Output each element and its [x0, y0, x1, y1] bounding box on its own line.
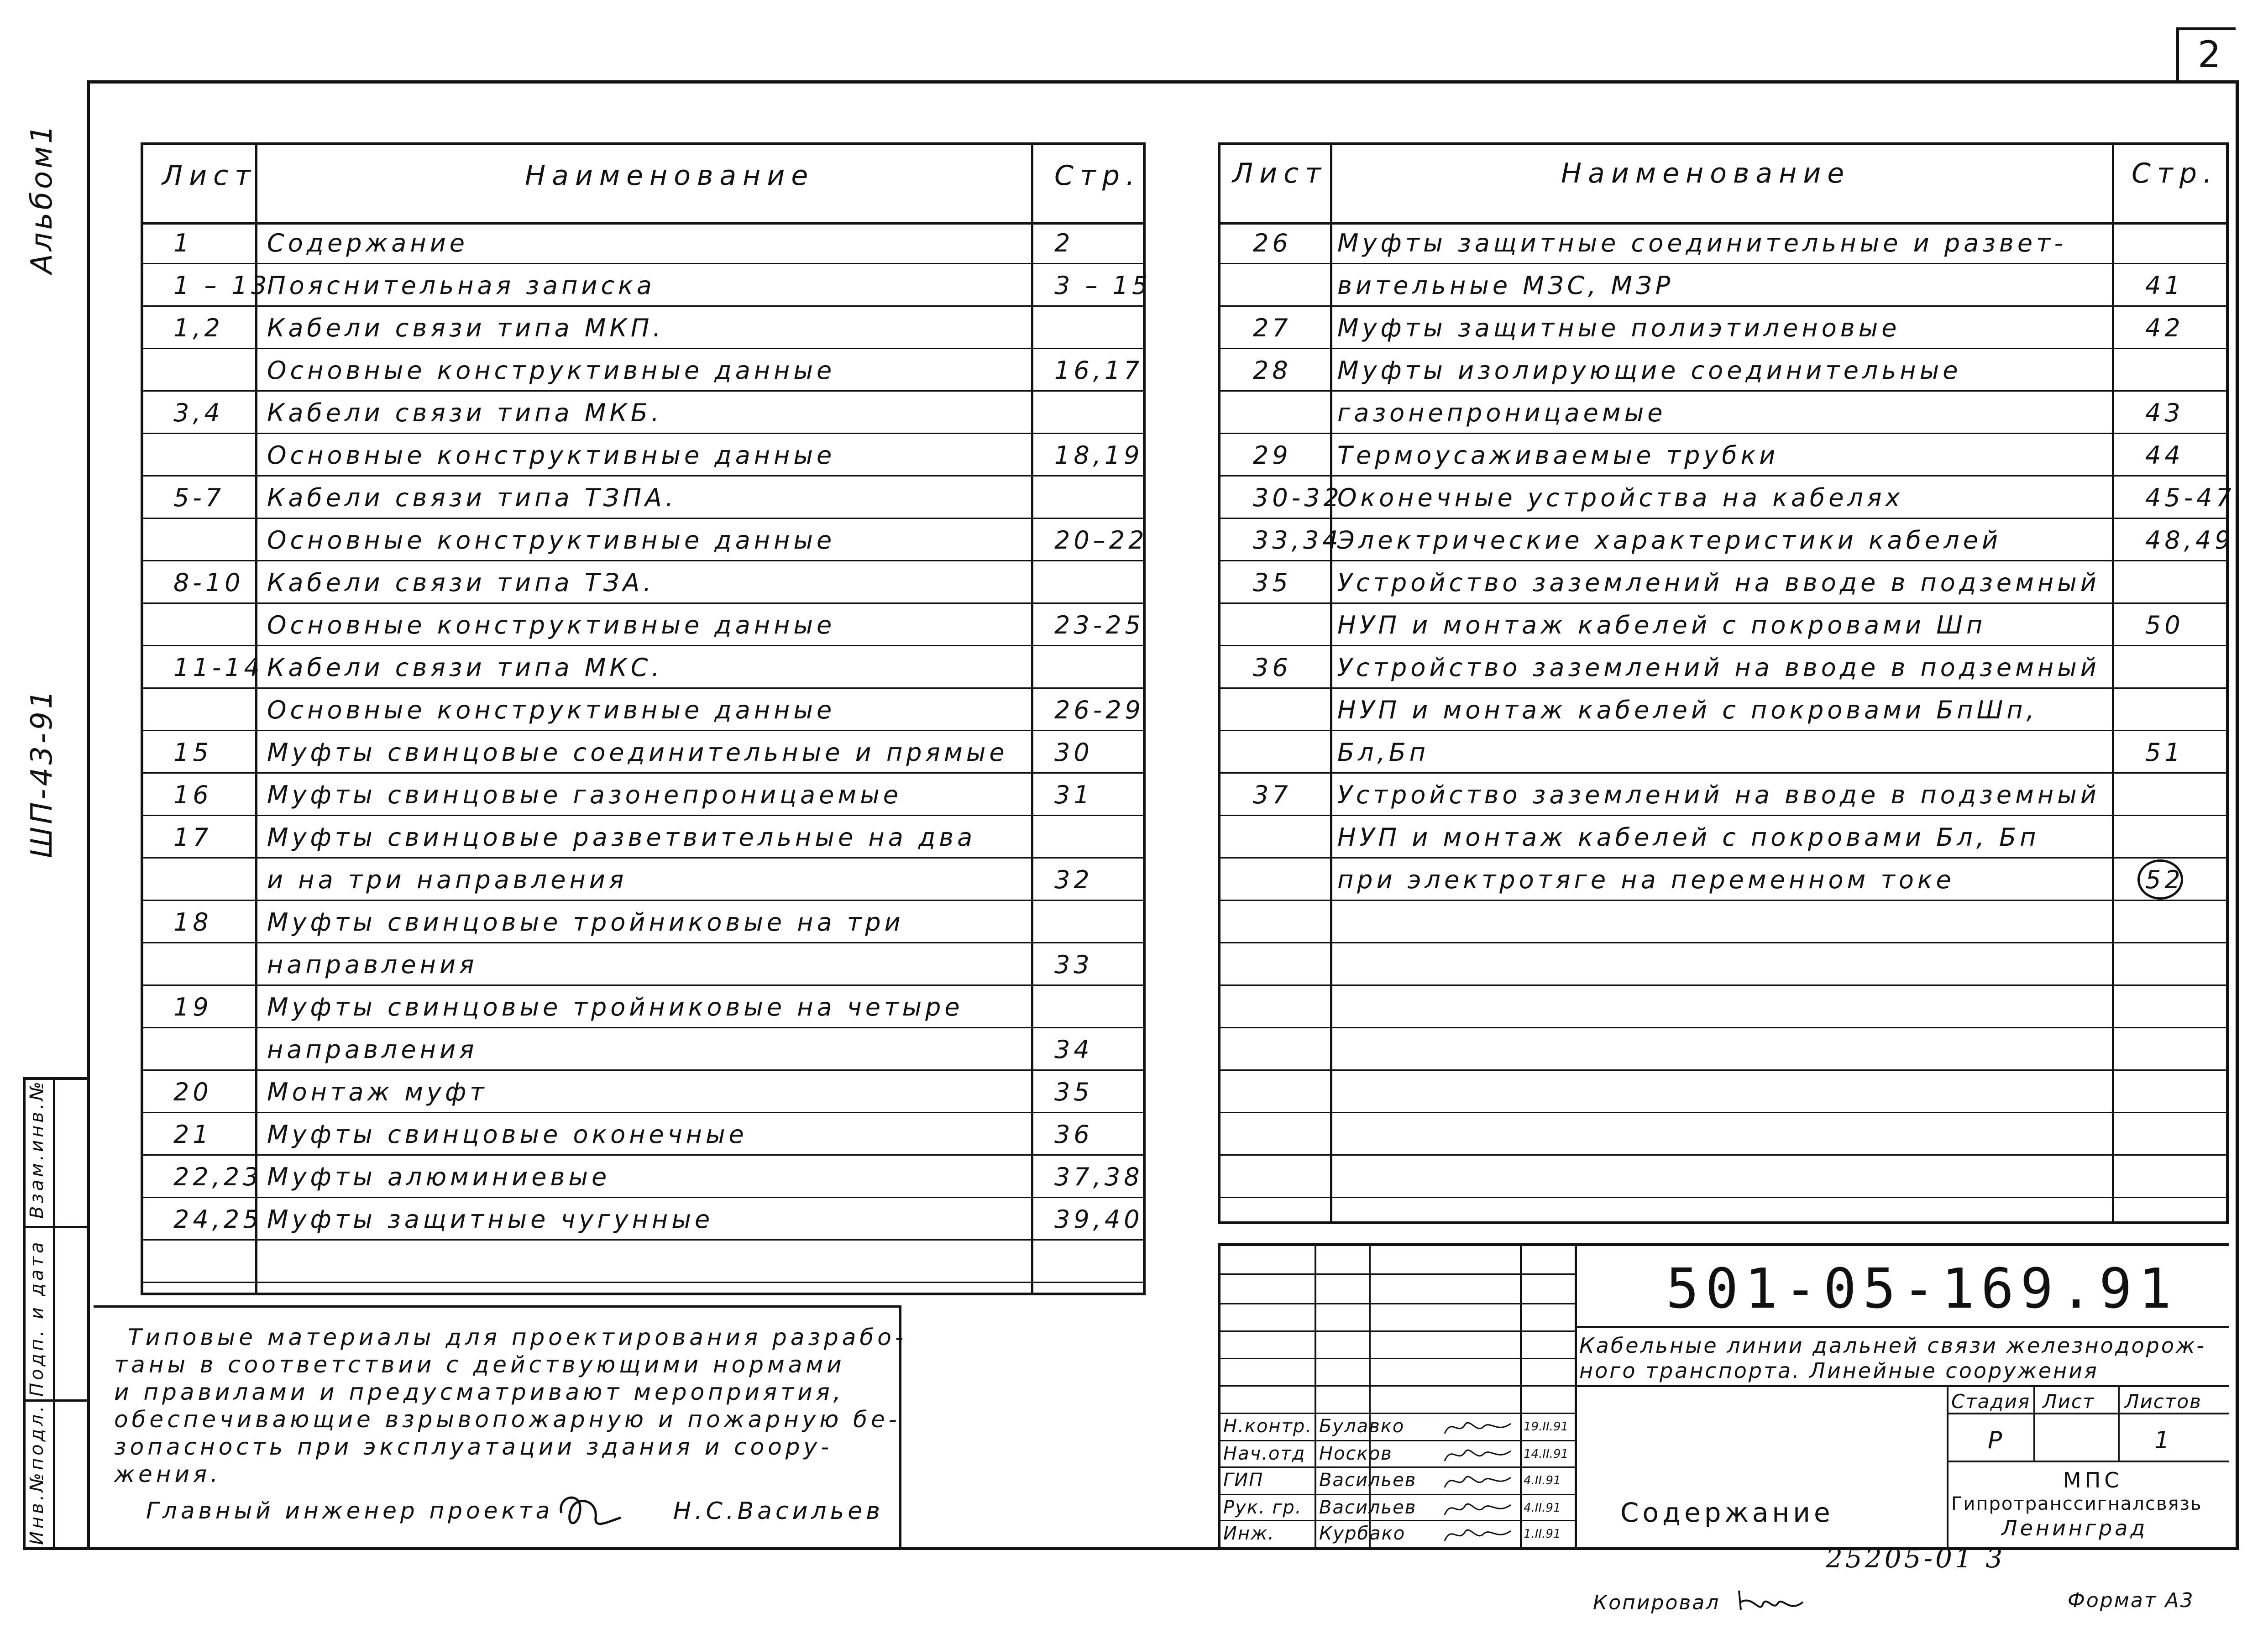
row-name: Оконечные устройства на кабелях: [1337, 483, 1904, 512]
row-divider: [143, 1112, 1143, 1113]
row-name: Кабели связи типа ТЗПА.: [267, 483, 677, 512]
signer-signature: [1442, 1469, 1515, 1495]
row-sheet: 27: [1253, 314, 1292, 342]
row-name: НУП и монтаж кабелей с покровами Шп: [1337, 611, 1986, 639]
row-sheet: 17: [173, 823, 212, 852]
row-divider: [1220, 1027, 2226, 1028]
row-divider: [143, 602, 1143, 604]
row-name: при электротяге на переменном токе: [1337, 865, 1955, 894]
row-divider: [143, 772, 1143, 774]
row-name: Муфты изолирующие соединительные: [1337, 356, 1962, 385]
sheets-value: 1: [2154, 1427, 2174, 1454]
row-sheet: 3,4: [173, 398, 224, 427]
row-name: Муфты свинцовые тройниковые на три: [267, 908, 904, 937]
row-name: направления: [267, 1035, 478, 1064]
sheet-label: Лист: [2043, 1390, 2095, 1413]
signer-date: 19.II.91: [1524, 1420, 1569, 1434]
row-divider: [1220, 390, 2226, 392]
row-divider: [143, 942, 1143, 943]
frame-top: [87, 80, 2239, 84]
row-sheet: 30-32: [1253, 483, 1343, 512]
row-page: 44: [2145, 441, 2184, 470]
row-sheet: 8-10: [173, 568, 244, 597]
row-divider: [1220, 900, 2226, 901]
left-header-page: Стр.: [1054, 160, 1142, 192]
engineer-signature: [552, 1486, 630, 1538]
tb-vline: [2033, 1385, 2035, 1462]
album-label: Альбом1: [25, 122, 59, 274]
row-page: 42: [2145, 314, 2184, 342]
copied-label: Копировал: [1593, 1591, 1720, 1614]
row-divider: [143, 263, 1143, 264]
row-name: Основные конструктивные данные: [267, 696, 836, 724]
tb-vline: [1520, 1246, 1522, 1547]
row-divider: [1220, 602, 2226, 604]
row-sheet: 18: [173, 908, 212, 937]
row-name: Муфты свинцовые тройниковые на четыре: [267, 993, 964, 1021]
row-sheet: 19: [173, 993, 212, 1021]
row-name: Устройство заземлений на вводе в подземный: [1337, 568, 2100, 597]
row-page: 41: [2145, 271, 2184, 300]
row-divider: [143, 518, 1143, 519]
row-divider: [143, 1197, 1143, 1198]
row-page: 20–22: [1054, 526, 1148, 555]
row-sheet: 37: [1253, 780, 1292, 809]
tb-vline: [1575, 1246, 1577, 1547]
row-sheet: 29: [1253, 441, 1292, 470]
row-name: НУП и монтаж кабелей с покровами Бл, Бп: [1337, 823, 2040, 852]
doc-name: Содержание: [1620, 1497, 1834, 1528]
row-page: 23-25: [1054, 611, 1144, 639]
signer-name: Васильев: [1319, 1470, 1417, 1491]
row-page: 39,40: [1054, 1205, 1143, 1234]
stamp-inv-swap: Взам.инв.№: [26, 1079, 47, 1219]
row-divider: [143, 560, 1143, 561]
stamp-sign-date: Подп. и дата: [26, 1239, 47, 1397]
row-sheet: 33,34: [1253, 526, 1342, 555]
row-page: 35: [1054, 1078, 1093, 1106]
row-name: Основные конструктивные данные: [267, 356, 836, 385]
row-page: 30: [1054, 738, 1093, 767]
engineer-name: Н.С.Васильев: [673, 1498, 884, 1525]
row-divider: [1220, 942, 2226, 943]
row-name: Кабели связи типа МКС.: [267, 653, 663, 682]
row-name: Муфты свинцовые разветвительные на два: [267, 823, 976, 852]
row-name: направления: [267, 950, 478, 979]
row-page: 3 – 15: [1054, 271, 1152, 300]
row-divider: [143, 348, 1143, 349]
tb-hline: [1575, 1385, 2229, 1387]
engineer-label: Главный инженер проекта: [146, 1498, 554, 1524]
note-line-6: жения.: [114, 1461, 221, 1487]
signer-signature: [1442, 1415, 1515, 1441]
tb-hline: [1220, 1466, 1577, 1468]
doc-code: 501-05-169.91: [1666, 1257, 2178, 1321]
row-sheet: 21: [173, 1120, 212, 1149]
note-line-3: и правилами и предусматривают мероприятия,: [114, 1379, 844, 1405]
row-name: и на три направления: [267, 865, 628, 894]
inventory-number: 25205-01 3: [1826, 1543, 2006, 1574]
row-page: 32: [1054, 865, 1093, 894]
row-divider: [1220, 984, 2226, 986]
row-divider: [143, 900, 1143, 901]
row-divider: [1220, 560, 2226, 561]
row-name: Основные конструктивные данные: [267, 611, 836, 639]
row-page: 51: [2145, 738, 2184, 767]
row-divider: [143, 730, 1143, 731]
tb-hline: [1947, 1413, 2229, 1414]
row-page: 34: [1054, 1035, 1093, 1064]
circled-page-mark: [2137, 859, 2183, 900]
row-sheet: 28: [1253, 356, 1292, 385]
tb-hline: [1575, 1326, 2229, 1328]
row-name: Бл,Бп: [1337, 738, 1430, 767]
series-code: ШП-43-91: [25, 687, 59, 858]
row-sheet: 5-7: [173, 483, 225, 512]
row-page: 37,38: [1054, 1162, 1143, 1191]
row-divider: [143, 857, 1143, 859]
org-line-3: Ленинград: [2001, 1516, 2148, 1540]
row-name: Муфты защитные соединительные и развет-: [1337, 229, 2067, 257]
tb-vline: [1947, 1385, 1948, 1547]
tb-hline: [1220, 1385, 1577, 1387]
row-divider: [1220, 475, 2226, 477]
row-name: Муфты свинцовые оконечные: [267, 1120, 748, 1149]
right-header-page: Стр.: [2132, 157, 2219, 189]
row-divider: [143, 1282, 1143, 1283]
tb-hline: [1220, 1358, 1577, 1359]
row-name: Муфты алюминиевые: [267, 1162, 611, 1191]
row-sheet: 24,25: [173, 1205, 262, 1234]
signer-role: Нач.отд: [1223, 1443, 1306, 1464]
frame-right: [2236, 80, 2239, 1550]
signer-name: Булавко: [1319, 1416, 1405, 1437]
stage-value: Р: [1988, 1427, 2006, 1454]
tb-hline: [1220, 1330, 1577, 1332]
row-name: Кабели связи типа МКП.: [267, 314, 665, 342]
row-divider: [1220, 772, 2226, 774]
signer-date: 1.II.91: [1524, 1527, 1561, 1541]
signer-role: ГИП: [1223, 1470, 1264, 1491]
row-sheet: 1,2: [173, 314, 224, 342]
signer-date: 4.II.91: [1524, 1474, 1561, 1487]
row-page: 33: [1054, 950, 1093, 979]
row-sheet: 26: [1253, 229, 1292, 257]
row-divider: [143, 433, 1143, 434]
left-header-name: Наименование: [525, 160, 815, 192]
row-divider: [143, 1027, 1143, 1028]
row-divider: [1220, 518, 2226, 519]
row-name: газонепроницаемые: [1337, 398, 1666, 427]
row-page: 18,19: [1054, 441, 1143, 470]
sheet-number: 2: [2198, 33, 2225, 76]
signer-name: Васильев: [1319, 1497, 1417, 1518]
tb-hline: [1220, 1494, 1577, 1495]
right-header-name: Наименование: [1561, 157, 1851, 189]
row-page: 26-29: [1054, 696, 1144, 724]
row-divider: [1220, 1197, 2226, 1198]
row-divider: [143, 390, 1143, 392]
row-name: Кабели связи типа МКБ.: [267, 398, 663, 427]
row-name: вительные МЗС, МЗР: [1337, 271, 1674, 300]
title-line-2: ного транспорта. Линейные сооружения: [1579, 1358, 2099, 1383]
signer-role: Рук. гр.: [1223, 1497, 1302, 1518]
stamp-inv-orig: Инв.№подл.: [26, 1403, 47, 1545]
row-divider: [143, 475, 1143, 477]
row-name: Монтаж муфт: [267, 1078, 488, 1106]
row-name: Устройство заземлений на вводе в подземный: [1337, 653, 2100, 682]
row-divider: [143, 815, 1143, 816]
row-page: 48,49: [2145, 526, 2234, 555]
row-page: 36: [1054, 1120, 1093, 1149]
row-divider: [143, 687, 1143, 689]
row-name: Основные конструктивные данные: [267, 526, 836, 555]
row-name: Пояснительная записка: [267, 271, 655, 300]
row-sheet: 16: [173, 780, 212, 809]
org-line-1: МПС: [2063, 1468, 2123, 1492]
row-divider: [1220, 433, 2226, 434]
row-sheet: 35: [1253, 568, 1292, 597]
tb-hline: [1220, 1520, 1577, 1521]
row-name: Основные конструктивные данные: [267, 441, 836, 470]
row-sheet: 22,23: [173, 1162, 262, 1191]
row-page: 52: [2145, 865, 2184, 894]
sheets-label: Листов: [2125, 1390, 2202, 1413]
row-divider: [143, 1239, 1143, 1241]
format-label: Формат А3: [2068, 1589, 2195, 1612]
row-divider: [1220, 305, 2226, 307]
tb-vline: [2118, 1385, 2120, 1462]
signer-role: Н.контр.: [1223, 1416, 1312, 1437]
row-divider: [1220, 263, 2226, 264]
signer-date: 14.II.91: [1524, 1447, 1569, 1461]
tb-hline: [1220, 1273, 1577, 1275]
row-divider: [1220, 857, 2226, 859]
row-divider: [1220, 730, 2226, 731]
row-page: 16,17: [1054, 356, 1143, 385]
row-name: Муфты защитные полиэтиленовые: [1337, 314, 1901, 342]
row-page: 45-47: [2145, 483, 2235, 512]
row-divider: [1220, 1154, 2226, 1156]
org-line-2: Гипротранссигналсвязь: [1951, 1493, 2202, 1514]
row-name: Муфты свинцовые газонепроницаемые: [267, 780, 902, 809]
stage-label: Стадия: [1951, 1390, 2031, 1413]
row-sheet: 20: [173, 1078, 212, 1106]
tb-hline: [1947, 1461, 2229, 1462]
signer-name: Курбако: [1319, 1523, 1406, 1544]
row-divider: [1220, 1069, 2226, 1071]
row-divider: [143, 305, 1143, 307]
row-divider: [1220, 348, 2226, 349]
signer-signature: [1442, 1523, 1515, 1548]
row-name: Устройство заземлений на вводе в подземный: [1337, 780, 2100, 809]
row-divider: [143, 1154, 1143, 1156]
right-header-list: Лист: [1232, 157, 1328, 189]
title-line-1: Кабельные линии дальней связи железнодорож-: [1579, 1333, 2206, 1358]
row-name: Термоусаживаемые трубки: [1337, 441, 1779, 470]
row-divider: [1220, 645, 2226, 646]
row-sheet: 1: [173, 229, 193, 257]
note-line-5: зопасность при эксплуатации здания и соору-: [114, 1434, 833, 1460]
row-sheet: 36: [1253, 653, 1292, 682]
row-sheet: 11-14: [173, 653, 263, 682]
note-line-1: Типовые материалы для проектирования разрабо-: [128, 1324, 907, 1351]
row-divider: [143, 1069, 1143, 1071]
row-sheet: 15: [173, 738, 212, 767]
row-divider: [1220, 687, 2226, 689]
row-page: 50: [2145, 611, 2184, 639]
tb-vline: [1315, 1246, 1316, 1547]
row-page: 43: [2145, 398, 2184, 427]
signer-role: Инж.: [1223, 1523, 1275, 1544]
right-table: [1218, 142, 2229, 1224]
tb-hline: [1220, 1303, 1577, 1304]
note-line-4: обеспечивающие взрывопожарную и пожарную бе-: [114, 1406, 901, 1433]
signer-signature: [1442, 1497, 1515, 1522]
row-divider: [143, 984, 1143, 986]
signer-date: 4.II.91: [1524, 1501, 1561, 1515]
left-header-list: Лист: [162, 160, 257, 192]
row-name: Кабели связи типа ТЗА.: [267, 568, 655, 597]
row-name: Содержание: [267, 229, 468, 257]
row-sheet: 1 – 13: [173, 271, 271, 300]
signer-name: Носков: [1319, 1443, 1393, 1464]
row-name: НУП и монтаж кабелей с покровами БпШп,: [1337, 696, 2038, 724]
row-divider: [143, 645, 1143, 646]
row-divider: [1220, 815, 2226, 816]
row-page: 2: [1054, 229, 1074, 257]
copier-signature: [1734, 1581, 1807, 1620]
note-line-2: таны в соответствии с действующими нормами: [114, 1351, 845, 1378]
tb-hline: [1220, 1440, 1577, 1441]
row-divider: [1220, 1112, 2226, 1113]
tb-hline: [1220, 1413, 1577, 1414]
row-name: Муфты защитные чугунные: [267, 1205, 714, 1234]
row-page: 31: [1054, 780, 1093, 809]
row-name: Электрические характеристики кабелей: [1337, 526, 2002, 555]
row-name: Муфты свинцовые соединительные и прямые: [267, 738, 1008, 767]
signer-signature: [1442, 1443, 1515, 1468]
